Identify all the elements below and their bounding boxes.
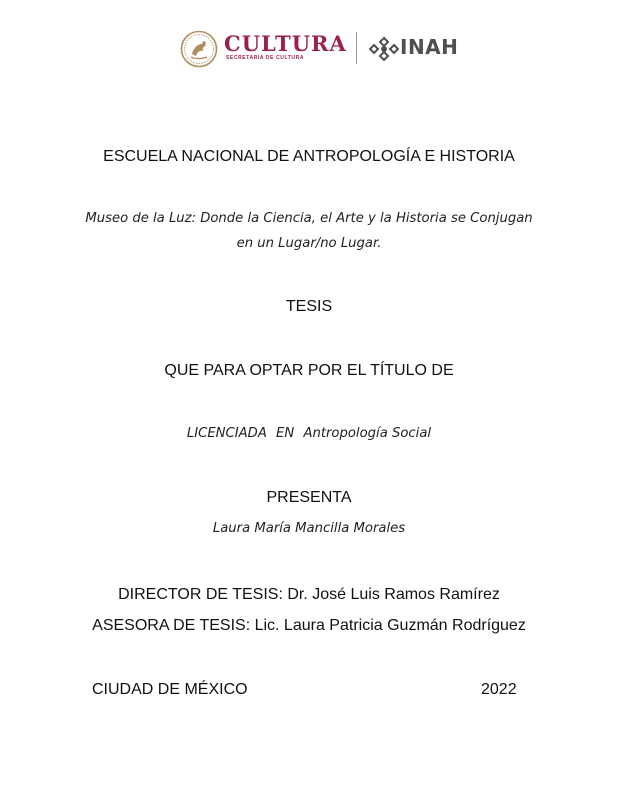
author-name: Laura María Mancilla Morales xyxy=(212,521,406,536)
degree-intro: QUE PARA OPTAR POR EL TÍTULO DE xyxy=(164,362,454,379)
degree-en: EN xyxy=(276,426,295,441)
inah-logo-text: INAH xyxy=(400,35,459,59)
cultura-logo-subtitle: SECRETARÍA DE CULTURA xyxy=(226,55,305,61)
degree-prefix: LICENCIADA xyxy=(186,426,267,441)
thesis-title-line-1: Museo de la Luz: Donde la Ciencia, el Arte y la Historia se Conjugan xyxy=(85,211,533,226)
city: CIUDAD DE MÉXICO xyxy=(92,681,248,698)
inah-emblem-icon xyxy=(369,35,399,63)
logo-divider xyxy=(356,32,357,64)
mexican-seal-icon xyxy=(180,30,218,68)
cultura-logo-text: CULTURA xyxy=(224,31,347,56)
school-name: ESCUELA NACIONAL DE ANTROPOLOGÍA E HISTORIA xyxy=(103,148,515,165)
thesis-director: DIRECTOR DE TESIS: Dr. José Luis Ramos Ramírez xyxy=(118,586,500,603)
tesis-heading: TESIS xyxy=(285,298,333,315)
thesis-title-line-2: en un Lugar/no Lugar. xyxy=(236,236,382,251)
degree-field: Antropología Social xyxy=(303,426,432,441)
thesis-advisor: ASESORA DE TESIS: Lic. Laura Patricia Guzmán Rodríguez xyxy=(92,617,526,634)
degree-title xyxy=(0,426,618,441)
header-logos xyxy=(0,28,618,72)
year: 2022 xyxy=(481,681,517,698)
presenta-heading: PRESENTA xyxy=(266,489,352,506)
